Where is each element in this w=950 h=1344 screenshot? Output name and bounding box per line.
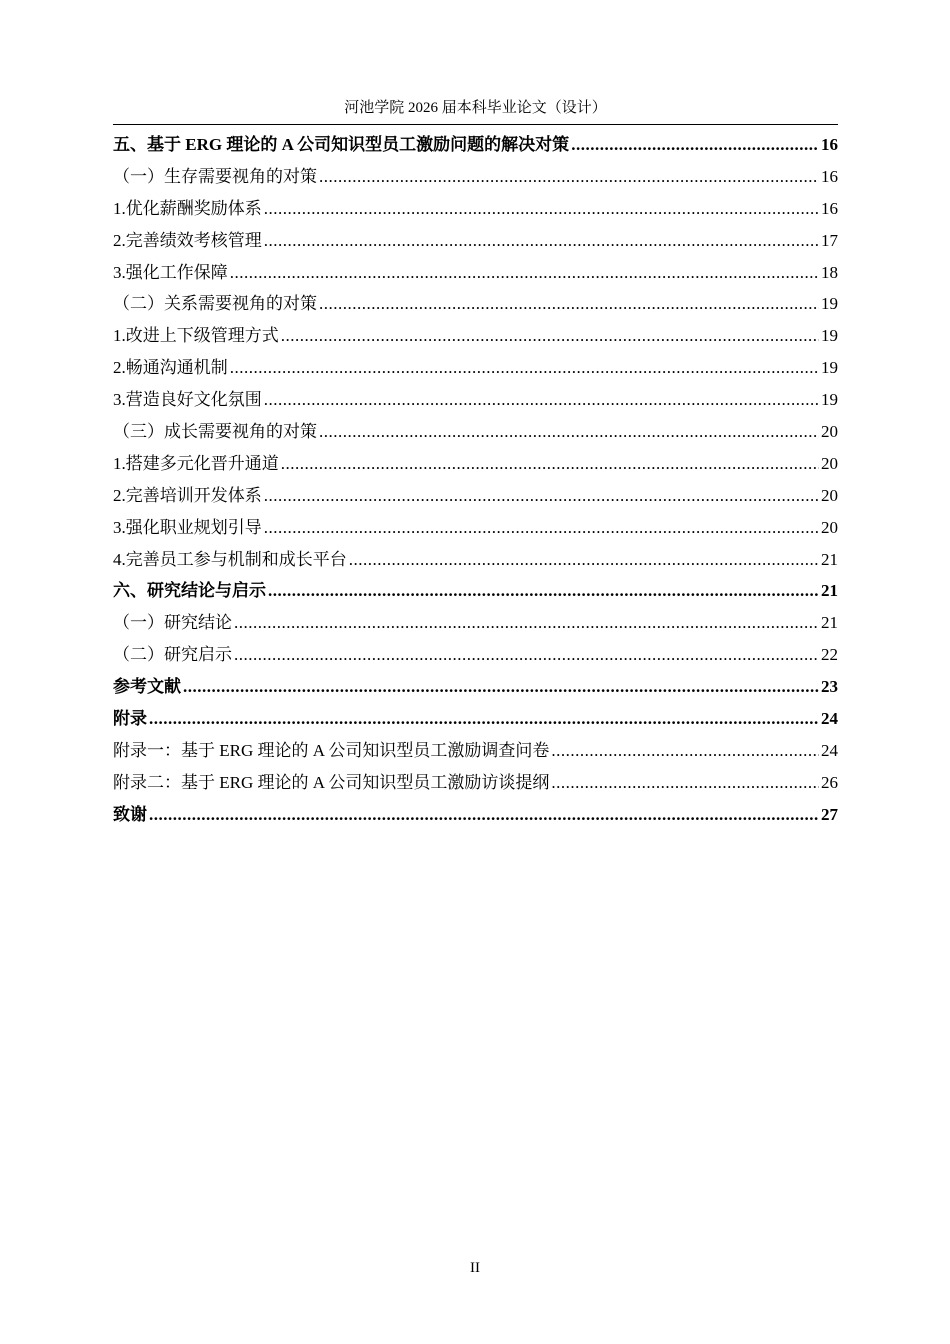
toc-entry[interactable] xyxy=(113,767,838,799)
toc-entry-title: 六、研究结论与启示 xyxy=(113,581,266,601)
toc-entry-page: 20 xyxy=(821,422,838,442)
toc-entry-title: （一）研究结论 xyxy=(113,613,232,633)
header-rule xyxy=(113,124,838,125)
toc-entry-page: 22 xyxy=(821,645,838,665)
toc-entry-title: 致谢 xyxy=(113,804,147,824)
toc-entry[interactable] xyxy=(113,257,838,289)
toc-entry-page: 16 xyxy=(821,135,838,154)
toc-entry-title: 2.畅通沟通机制 xyxy=(113,358,228,378)
toc-entry-title: 3.强化职业规划引导 xyxy=(113,517,262,537)
toc-dot-leader xyxy=(281,448,819,480)
toc-entry-title: 五、基于 ERG 理论的 A 公司知识型员工激励问题的解决对策 xyxy=(113,135,570,154)
toc-dot-leader xyxy=(264,225,819,257)
toc-entry-title: （二）研究启示 xyxy=(113,645,232,665)
toc-entry[interactable] xyxy=(113,703,838,735)
toc-dot-leader xyxy=(319,288,819,320)
toc-entry-page: 19 xyxy=(821,294,838,314)
toc-entry-title: 1.优化薪酬奖励体系 xyxy=(113,198,262,218)
toc-entry[interactable] xyxy=(113,416,838,448)
toc-entry[interactable] xyxy=(113,639,838,671)
toc-entry-page: 20 xyxy=(821,517,838,537)
toc-entry[interactable] xyxy=(113,448,838,480)
toc-entry-page: 20 xyxy=(821,453,838,473)
toc-entry[interactable] xyxy=(113,512,838,544)
toc-entry-page: 18 xyxy=(821,262,838,282)
toc-entry[interactable] xyxy=(113,480,838,512)
toc-dot-leader xyxy=(264,512,819,544)
table-of-contents xyxy=(113,129,838,831)
toc-entry[interactable] xyxy=(113,161,838,193)
toc-entry-page: 21 xyxy=(821,549,838,569)
toc-entry[interactable] xyxy=(113,575,838,607)
toc-entry[interactable] xyxy=(113,384,838,416)
toc-dot-leader xyxy=(268,575,819,607)
toc-entry-title: 1.搭建多元化晋升通道 xyxy=(113,453,279,473)
toc-entry-page: 24 xyxy=(821,740,838,760)
toc-entry-title: （二）关系需要视角的对策 xyxy=(113,294,317,314)
toc-entry-page: 20 xyxy=(821,485,838,505)
toc-entry[interactable] xyxy=(113,799,838,831)
running-header: 河池学院 2026 届本科毕业论文（设计） xyxy=(344,100,607,116)
toc-entry-title: （一）生存需要视角的对策 xyxy=(113,166,317,186)
toc-entry-page: 27 xyxy=(821,804,838,824)
toc-entry-page: 16 xyxy=(821,198,838,218)
toc-dot-leader xyxy=(551,735,819,767)
toc-entry-page: 23 xyxy=(821,677,838,697)
toc-dot-leader xyxy=(149,703,819,735)
toc-entry[interactable] xyxy=(113,129,838,161)
toc-entry-title: （三）成长需要视角的对策 xyxy=(113,422,317,442)
page-number: II xyxy=(470,1260,480,1276)
toc-dot-leader xyxy=(264,384,819,416)
toc-dot-leader xyxy=(264,480,819,512)
toc-entry[interactable] xyxy=(113,544,838,576)
toc-entry-title: 2.完善绩效考核管理 xyxy=(113,230,262,250)
toc-entry-title: 4.完善员工参与机制和成长平台 xyxy=(113,549,347,569)
toc-dot-leader xyxy=(183,671,819,703)
toc-entry-page: 21 xyxy=(821,613,838,633)
toc-entry-page: 26 xyxy=(821,772,838,792)
toc-entry-title: 附录二：基于 ERG 理论的 A 公司知识型员工激励访谈提纲 xyxy=(113,772,550,792)
toc-entry[interactable] xyxy=(113,607,838,639)
toc-dot-leader xyxy=(281,320,819,352)
toc-dot-leader xyxy=(319,416,819,448)
toc-entry-title: 附录 xyxy=(113,709,147,729)
toc-dot-leader xyxy=(551,767,819,799)
toc-dot-leader xyxy=(264,193,819,225)
toc-entry-page: 21 xyxy=(821,581,838,601)
toc-dot-leader xyxy=(234,607,819,639)
toc-entry-title: 参考文献 xyxy=(113,677,181,697)
toc-dot-leader xyxy=(230,257,819,289)
toc-entry[interactable] xyxy=(113,735,838,767)
toc-entry-page: 17 xyxy=(821,230,838,250)
toc-entry-title: 3.强化工作保障 xyxy=(113,262,228,282)
toc-dot-leader xyxy=(234,639,819,671)
toc-entry-title: 2.完善培训开发体系 xyxy=(113,485,262,505)
toc-entry[interactable] xyxy=(113,352,838,384)
toc-entry-page: 19 xyxy=(821,326,838,346)
toc-entry[interactable] xyxy=(113,671,838,703)
toc-entry[interactable] xyxy=(113,193,838,225)
toc-entry-page: 24 xyxy=(821,709,838,729)
toc-entry[interactable] xyxy=(113,320,838,352)
toc-dot-leader xyxy=(149,799,819,831)
toc-dot-leader xyxy=(230,352,819,384)
toc-entry-page: 19 xyxy=(821,390,838,410)
toc-dot-leader xyxy=(319,161,819,193)
toc-entry[interactable] xyxy=(113,225,838,257)
toc-entry-title: 附录一：基于 ERG 理论的 A 公司知识型员工激励调查问卷 xyxy=(113,740,550,760)
toc-dot-leader xyxy=(571,129,819,161)
toc-entry-title: 1.改进上下级管理方式 xyxy=(113,326,279,346)
toc-entry-page: 16 xyxy=(821,166,838,186)
toc-entry[interactable] xyxy=(113,288,838,320)
toc-dot-leader xyxy=(349,544,819,576)
toc-entry-page: 19 xyxy=(821,358,838,378)
toc-entry-title: 3.营造良好文化氛围 xyxy=(113,390,262,410)
